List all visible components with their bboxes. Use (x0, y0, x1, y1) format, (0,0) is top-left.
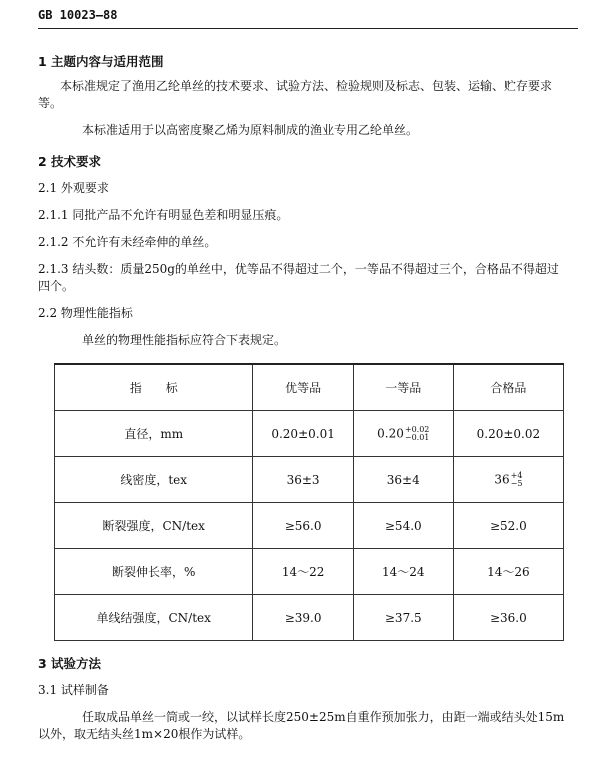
physical-properties-table (54, 363, 564, 641)
section-2-2: 2.2 物理性能指标 (38, 306, 133, 320)
cell-premium: 14～22 (253, 549, 353, 595)
header-first-grade: 一等品 (353, 364, 453, 411)
row-label: 线密度，tex (55, 457, 253, 503)
section-3-1-paragraph: 任取成品单丝一筒或一绞，以试样长度250±25m自重作预加张力，由距一端或结头处15m以外，取无结头丝1m×20根作为试样。 (38, 710, 565, 741)
cell-qualified: 14～26 (453, 549, 563, 595)
table-row (55, 503, 564, 549)
table-row (55, 457, 564, 503)
section-2-1-3: 2.1.3 结头数：质量250g的单丝中，优等品不得超过二个，一等品不得超过三个，合格品不得超过四个。 (38, 262, 559, 293)
row-label: 单线结强度，CN/tex (55, 595, 253, 641)
cell-first: 14～24 (353, 549, 453, 595)
cell-first-tolerance (353, 411, 453, 457)
tolerance-upper: +0.02 (404, 424, 430, 434)
table-row (55, 411, 564, 457)
cell-first: ≥54.0 (353, 503, 453, 549)
header-rule (38, 28, 578, 29)
section-1-paragraph-1: 本标准规定了渔用乙纶单丝的技术要求、试验方法、检验规则及标志、包装、运输、贮存要求等。 (38, 79, 553, 110)
header-indicator: 指 标 (55, 364, 253, 411)
tolerance-base: 36 (494, 472, 510, 486)
tolerance-bounds (405, 426, 430, 442)
section-2-heading: 2 技术要求 (38, 154, 102, 169)
section-1-paragraph-2: 本标准适用于以高密度聚乙烯为原料制成的渔业专用乙纶单丝。 (82, 123, 419, 137)
table-row (55, 549, 564, 595)
cell-premium: ≥56.0 (253, 503, 353, 549)
row-label: 断裂伸长率，% (55, 549, 253, 595)
cell-qualified-tolerance (453, 457, 563, 503)
section-3-1: 3.1 试样制备 (38, 683, 109, 697)
row-label: 断裂强度，CN/tex (55, 503, 253, 549)
row-label: 直径，mm (55, 411, 253, 457)
standard-number: GB 10023—88 (38, 8, 118, 22)
header-qualified-grade: 合格品 (453, 364, 563, 411)
section-2-1: 2.1 外观要求 (38, 181, 109, 195)
cell-qualified: ≥52.0 (453, 503, 563, 549)
cell-qualified: 0.20±0.02 (453, 411, 563, 457)
table-header-row (55, 364, 564, 411)
cell-premium: 36±3 (253, 457, 353, 503)
cell-premium: 0.20±0.01 (253, 411, 353, 457)
section-1-heading: 1 主题内容与适用范围 (38, 54, 164, 69)
tolerance-bounds (511, 472, 523, 488)
cell-premium: ≥39.0 (253, 595, 353, 641)
cell-qualified: ≥36.0 (453, 595, 563, 641)
section-3-heading: 3 试验方法 (38, 656, 102, 671)
cell-first: 36±4 (353, 457, 453, 503)
section-2-1-2: 2.1.2 不允许有未经牵伸的单丝。 (38, 235, 217, 249)
tolerance-lower: −0.01 (404, 432, 430, 442)
cell-first: ≥37.5 (353, 595, 453, 641)
header-premium-grade: 优等品 (253, 364, 353, 411)
tolerance-lower: −5 (510, 478, 523, 488)
section-2-2-paragraph: 单丝的物理性能指标应符合下表规定。 (82, 333, 287, 347)
section-2-1-1: 2.1.1 同批产品不允许有明显色差和明显压痕。 (38, 208, 289, 222)
table-row (55, 595, 564, 641)
tolerance-base: 0.20 (377, 426, 404, 440)
tolerance-upper: +4 (510, 470, 523, 480)
